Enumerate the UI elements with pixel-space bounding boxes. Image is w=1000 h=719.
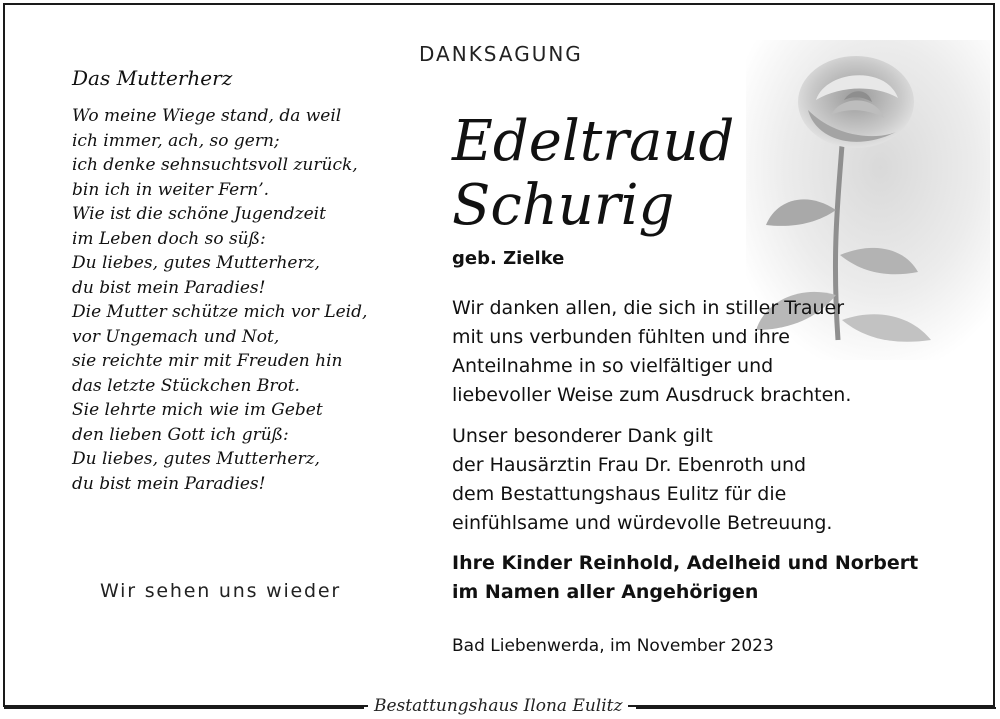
notice-heading: DANKSAGUNG <box>419 42 583 66</box>
poem <box>72 104 367 496</box>
poem-line: das letzte Stückchen Brot. <box>72 375 300 396</box>
closing-phrase: Wir sehen uns wieder <box>100 580 341 602</box>
poem-line: bin ich in weiter Fern’. <box>72 179 270 200</box>
poem-line: Die Mutter schütze mich vor Leid, <box>72 302 368 322</box>
poem-line: Du liebes, gutes Mutterherz, <box>72 253 320 273</box>
poem-line: Wie ist die schöne Jugendzeit <box>72 204 326 224</box>
signers <box>452 549 918 607</box>
poem-line: sie reichte mir mit Freuden hin <box>72 351 343 371</box>
thanks-paragraph-1 <box>452 294 851 410</box>
poem-title: Das Mutterherz <box>72 66 233 90</box>
deceased-name <box>452 110 734 238</box>
place-date: Bad Liebenwerda, im November 2023 <box>452 636 774 656</box>
poem-line: ich immer, ach, so gern; <box>72 130 280 151</box>
text-line: Anteilnahme in so vielfältiger und <box>452 355 774 377</box>
funeral-home-footer: Bestattungshaus Ilona Eulitz <box>368 696 628 716</box>
poem-line: du bist mein Paradies! <box>72 473 266 494</box>
poem-line: im Leben doch so süß: <box>72 228 266 249</box>
footer-rule-left <box>4 707 364 709</box>
poem-line: den lieben Gott ich grüß: <box>72 424 289 445</box>
text-line: Wir danken allen, die sich in stiller Trauer <box>452 297 845 319</box>
text-line: dem Bestattungshaus Eulitz für die <box>452 483 787 505</box>
poem-line: Sie lehrte mich wie im Gebet <box>72 400 323 420</box>
thanks-paragraph-2 <box>452 422 832 538</box>
deceased-first-name: Edeltraud <box>452 109 735 174</box>
poem-line: Wo meine Wiege stand, da weil <box>72 106 342 126</box>
poem-line: Du liebes, gutes Mutterherz, <box>72 449 320 469</box>
poem-line: du bist mein Paradies! <box>72 277 266 298</box>
poem-line: ich denke sehnsuchtsvoll zurück, <box>72 155 358 175</box>
text-line: liebevoller Weise zum Ausdruck brachten. <box>452 384 852 406</box>
signers-line: im Namen aller Angehörigen <box>452 581 759 603</box>
text-line: mit uns verbunden fühlten und ihre <box>452 326 790 348</box>
text-line: der Hausärztin Frau Dr. Ebenroth und <box>452 454 807 476</box>
poem-line: vor Ungemach und Not, <box>72 326 280 347</box>
birth-name: geb. Zielke <box>452 248 565 269</box>
deceased-last-name: Schurig <box>452 173 675 238</box>
text-line: Unser besonderer Dank gilt <box>452 425 713 447</box>
signers-line: Ihre Kinder Reinhold, Adelheid und Norbert <box>452 552 919 574</box>
footer-rule-right <box>636 707 996 709</box>
text-line: einfühlsame und würdevolle Betreuung. <box>452 512 833 534</box>
